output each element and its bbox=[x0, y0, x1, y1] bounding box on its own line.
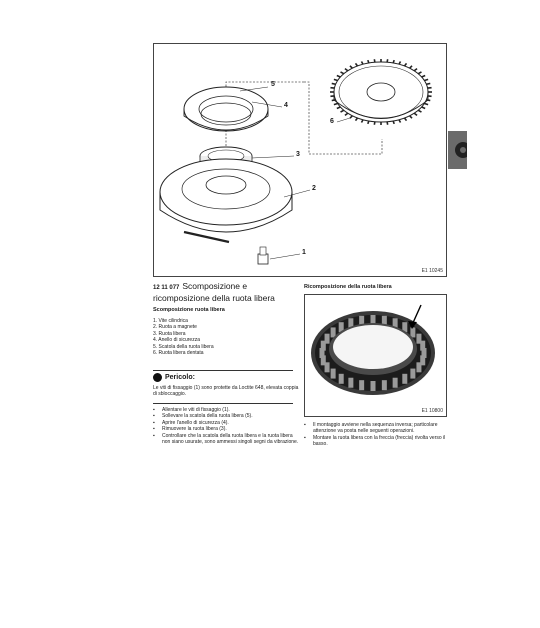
list-item: ▪ Rimuovere la ruota libera (3). bbox=[153, 426, 227, 433]
gear-tooth bbox=[399, 62, 401, 65]
roller bbox=[410, 369, 415, 379]
disassembly-steps bbox=[153, 407, 299, 445]
section-heading bbox=[153, 281, 303, 303]
gear-tooth bbox=[418, 72, 421, 74]
gear-tooth bbox=[414, 69, 417, 71]
exploded-view-figure bbox=[153, 43, 447, 277]
gear-tooth bbox=[424, 103, 428, 104]
gear-tooth bbox=[414, 113, 417, 115]
photo-code: E1 10800 bbox=[421, 408, 443, 414]
callout-6: 6 bbox=[330, 118, 334, 125]
gear-tooth bbox=[337, 76, 340, 78]
callout-4: 4 bbox=[284, 102, 288, 109]
bolt bbox=[258, 247, 268, 264]
roller bbox=[371, 381, 376, 391]
gear-tooth bbox=[418, 110, 421, 112]
roller bbox=[393, 378, 398, 388]
list-item: ▪ Aprire l'anello di sicurezza (4). bbox=[153, 419, 229, 426]
gear-tooth bbox=[410, 116, 412, 118]
gear-tooth bbox=[374, 122, 375, 125]
gear-tooth bbox=[332, 100, 336, 101]
warning-title: Pericolo: bbox=[165, 374, 195, 381]
gear-tooth bbox=[422, 76, 425, 78]
list-item: 4. Anello di sicurezza bbox=[153, 337, 200, 344]
section-number: 12 11 077 bbox=[153, 285, 180, 291]
gear-tooth bbox=[350, 116, 352, 118]
callout-5: 5 bbox=[271, 81, 275, 88]
roller bbox=[331, 369, 336, 379]
callout-3: 3 bbox=[296, 151, 300, 158]
roller bbox=[339, 374, 344, 384]
left-subheading: Scomposizione ruota libera bbox=[153, 307, 225, 313]
callout-2: 2 bbox=[312, 185, 316, 192]
roller bbox=[331, 327, 336, 337]
list-item: ▪ Il montaggio avviene nella sequenza inversa; particolare attenzione va posta nelle seguenti operazioni. bbox=[304, 422, 438, 435]
gear-tooth bbox=[334, 103, 338, 104]
gear-tooth bbox=[426, 100, 430, 101]
freewheel-photo-image bbox=[305, 295, 446, 416]
gear-tooth bbox=[337, 107, 340, 109]
gear-tooth bbox=[361, 62, 363, 65]
gear-tooth bbox=[410, 66, 412, 68]
parts-list bbox=[153, 318, 293, 356]
figure-code: E1 10245 bbox=[421, 268, 443, 274]
list-item: 3. Ruota libera bbox=[153, 330, 186, 337]
gear-tooth bbox=[368, 60, 369, 63]
exploded-view-drawing bbox=[154, 44, 446, 276]
gear-tooth bbox=[422, 107, 425, 109]
roller bbox=[410, 327, 415, 337]
gear-tooth bbox=[334, 79, 338, 80]
gear-tooth bbox=[387, 59, 388, 62]
gear-tooth bbox=[345, 69, 348, 71]
roller bbox=[348, 378, 353, 388]
gear-tooth bbox=[361, 120, 363, 123]
gear-tooth bbox=[399, 120, 401, 123]
gear-icon bbox=[448, 131, 467, 169]
gear-tooth bbox=[424, 79, 428, 80]
right-subheading: Ricomposizione della ruota libera bbox=[304, 284, 392, 290]
list-item: 2. Ruota a magnete bbox=[153, 324, 197, 331]
gear-tooth bbox=[332, 83, 336, 84]
gear-tooth bbox=[341, 110, 344, 112]
gear-tooth bbox=[393, 60, 394, 63]
divider bbox=[153, 403, 293, 404]
roller bbox=[402, 374, 407, 384]
gear-tooth bbox=[350, 66, 352, 68]
list-item: 1. Vite cilindrica bbox=[153, 318, 188, 324]
gear-tooth bbox=[387, 122, 388, 125]
freewheel-photo bbox=[304, 294, 447, 417]
gear-tooth bbox=[426, 83, 430, 84]
callout-1: 1 bbox=[302, 249, 306, 256]
list-item: ▪ Controllare che la scatola della ruota libera e la ruota libera non siano usurate, sono ammessi singoli segni da vibrazione. bbox=[153, 432, 299, 446]
list-item: ▪ Allentare le viti di fissaggio (1). bbox=[153, 407, 230, 413]
gear-tooth bbox=[374, 59, 375, 62]
gear-tooth bbox=[356, 118, 358, 121]
gear-tooth bbox=[345, 113, 348, 115]
warning-icon bbox=[153, 373, 162, 382]
section-title: Scomposizione e ricomposizione della ruota libera bbox=[153, 281, 275, 303]
list-item: ▪ Montare la ruota libera con la freccia (freccia) rivolta verso il basso. bbox=[304, 434, 446, 448]
divider bbox=[153, 370, 293, 371]
roller bbox=[416, 362, 421, 372]
list-item: 5. Scatola della ruota libera bbox=[153, 343, 214, 350]
gear-tooth bbox=[341, 72, 344, 74]
roller bbox=[325, 334, 330, 344]
gear-tooth bbox=[368, 121, 369, 124]
gear-tooth bbox=[405, 63, 407, 66]
gear-tooth bbox=[393, 121, 394, 124]
list-item: 6. Ruota libera dentata bbox=[153, 350, 204, 357]
section-tab-marker bbox=[448, 131, 467, 169]
roller bbox=[359, 380, 364, 390]
roller bbox=[382, 380, 387, 390]
warning-text: Le viti di fissaggio (1) sono protette da Loctite 648, elevata coppia di sbloccaggio. bbox=[153, 385, 299, 398]
gear-wheel bbox=[334, 62, 428, 122]
gear-tooth bbox=[405, 118, 407, 121]
list-item: ▪ Sollevare la scatola della ruota libera (5). bbox=[153, 413, 253, 420]
assembly-steps bbox=[304, 422, 448, 448]
gear-tooth bbox=[356, 63, 358, 66]
roller bbox=[420, 341, 425, 351]
